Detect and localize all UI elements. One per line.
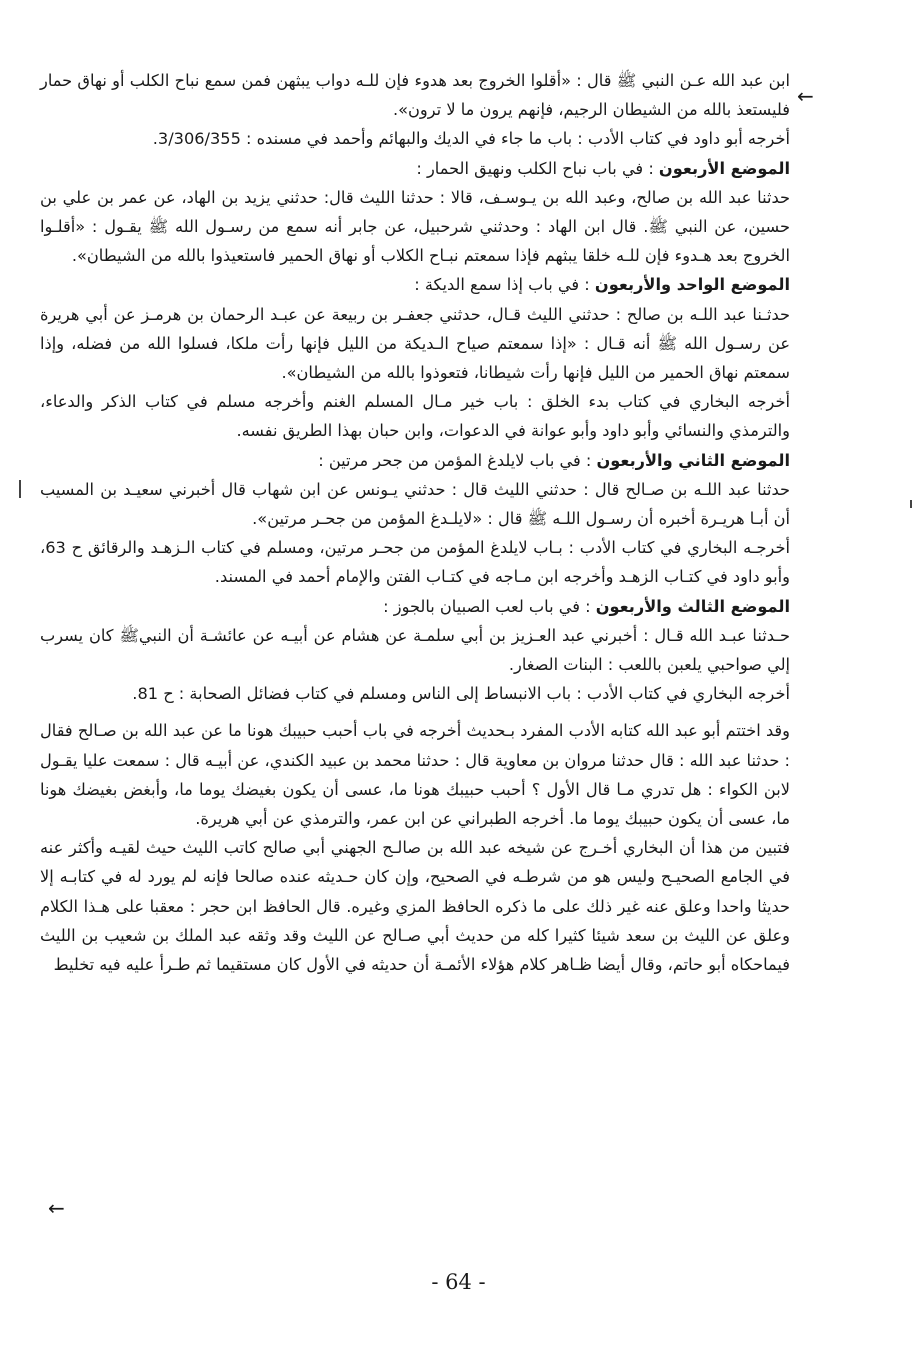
paragraph: حدثنا عبد اللـه بن صـالح قال : حدثني الليث قال : حدثني يـونس عن ابن شهاب قال أخبرني سعيـد بن المسيب أن أبـا هريـرة أخبره أن رسـول اللـه ﷺ قال : «لايلـدغ المؤمن من جحـر مرتين». bbox=[40, 479, 790, 529]
section-heading bbox=[40, 154, 790, 183]
section-subtitle: : في باب نباح الكلب ونهيق الحمار : bbox=[416, 158, 659, 178]
paragraph: حدثـنا عبد اللـه بن صالح : حدثني الليث قـال، حدثني جعفـر بن ربيعة عن عبـد الرحمان بن هرمـز عن أبي هريرة عن رسـول الله ﷺ أنه قـال : «إذا سمعتم صياح الـديكة من الليل فإنها رأت ملكا، فسلوا الله من فضله، وإذا سمعتم نهاق الحمير من الليل فإنها رأت شيطانا، فتعوذوا بالله من الشيطان». bbox=[40, 304, 790, 383]
page-text bbox=[40, 66, 790, 979]
paragraph: حدثنا عبد الله بن صالح، وعبد الله بن يـوسـف، قالا : حدثنا الليث قال: حدثني يزيد بن الهاد، عن عمر بن علي بن حسين، عن النبي ﷺ. قال ابن الهاد : وحدثني شرحبيل، عن جابر أنه سمع من رسـول الله ﷺ يقـول : «أقلـوا الخروج بعد هـدوء فإن للـه خلقا يبثهم فإذا سمعتم نبـاح الكلاب أو نهاق الحمير فاستعيذوا بالله من الشيطان». bbox=[40, 187, 790, 266]
paragraph: فتبين من هذا أن البخاري أخـرج عن شيخه عبد الله بن صالـح الجهني أبي صالح كاتب الليث حيث لقيـه وأكثر عنه في الجامع الصحيـح وليس هو من شرطـه في الصحيح، وإن كان حـديثه عنده صالحا فإنه لم يورد له في كتابـه إلا حديثا واحدا وعلق عنه غير ذلك على ما ذكره الحافظ المزي وغيره. قال الحافظ ابن حجر : معقبا على هـذا الكلام وعلق عن الليث بن سعد شيئا كثيرا كله من حديث أبي صـالح عن الليث وقد وثقه عبد الملك بن شعيب بن الليث فيماحكاه أبو حاتم، وقال أيضا ظـاهر كلام هؤلاء الأئمـة أن حديثه في الأول كان مستقيما ثم طـرأ عليه فيه تخليط bbox=[40, 838, 790, 975]
paragraph: أخرجه أبو داود في كتاب الأدب : باب ما جاء في الديك والبهائم وأحمد في مسنده : 3/306/355. bbox=[152, 129, 790, 149]
section-subtitle: : في باب إذا سمع الديكة : bbox=[414, 275, 595, 295]
paragraph: حـدثنا عبـد الله قـال : أخبرني عبد العـزيز بن أبي سلمـة عن هشام عن أبيـه عن عائشـة أن النبيﷺ كان يسرب إلي صواحبي يلعبن باللعب : البنات الصغار. bbox=[40, 625, 790, 675]
section-subtitle: : في باب لايلدغ المؤمن من جحر مرتين : bbox=[318, 450, 597, 470]
section-title: الموضع الواحد والأربعون bbox=[594, 275, 790, 295]
paragraph: أخرجه البخاري في كتاب بدء الخلق : باب خير مـال المسلم الغنم وأخرجه مسلم في كتاب الذكر والدعاء، والترمذي والنسائي وأبو داود وأبو عوانة في الدعوات، وابن حبان بهذا الطريق نفسه. bbox=[40, 392, 790, 441]
paragraph: أخرجـه البخاري في كتاب الأدب : بـاب لايلدغ المؤمن من جحـر مرتين، ومسلم في كتاب الـزهـد والرقائق ح 63، وأبو داود في كتـاب الزهـد وأخرجه ابن مـاجه في كتـاب الفتن والإمام أحمد في المسند. bbox=[40, 538, 790, 587]
section-title: الموضع الأربعون bbox=[658, 158, 790, 178]
spacer bbox=[40, 708, 790, 716]
section-title: الموضع الثالث والأربعون bbox=[595, 596, 790, 616]
page-number: - 64 - bbox=[431, 1270, 486, 1294]
section-title: الموضع الثاني والأربعون bbox=[596, 450, 790, 470]
continuation-arrow-icon: ← bbox=[797, 84, 814, 108]
paragraph: وقد اختتم أبو عبد الله كتابه الأدب المفرد بـحديث أخرجه في باب أحبب حبيبك هونا ما عن عبد الله بن صـالح فقال : حدثنا عبد الله : قال حدثنا مروان بن معاوية قال : حدثنا محمد بن عبيد الكندي، عن أبيـه قال : سمعت عليا يقـول لابن الكواء : هل تدري مـا قال الأول ؟ أحبب حبيبك هونا ما، عسى أن يكون بغيضك يوما ما، وأبغض بغيضك هونا ما، عسى أن يكون حبيبك يوما ما. أخرجه الطبراني عن ابن عمر، والترمذي عن أبي هريرة. bbox=[40, 721, 790, 829]
paragraph: أخرجه البخاري في كتاب الأدب : باب الانبساط إلى الناس ومسلم في كتاب فضائل الصحابة : ح 81. bbox=[132, 684, 790, 704]
section-subtitle: : في باب لعب الصبيان بالجوز : bbox=[383, 596, 596, 616]
section-heading bbox=[40, 592, 790, 621]
scan-mark bbox=[19, 480, 21, 498]
section-heading bbox=[40, 446, 790, 475]
scan-mark bbox=[910, 500, 912, 508]
continuation-arrow-icon: ← bbox=[48, 1196, 65, 1220]
section-heading bbox=[40, 270, 790, 299]
paragraph: ابن عبد الله عـن النبي ﷺ قال : «أقلوا الخروج بعد هدوء فإن للـه دواب يبثهن فمن سمع نباح الكلب أو نهاق حمار فليستعذ بالله من الشيطان الرجيم، فإنهم يرون ما لا ترون». bbox=[40, 71, 790, 120]
